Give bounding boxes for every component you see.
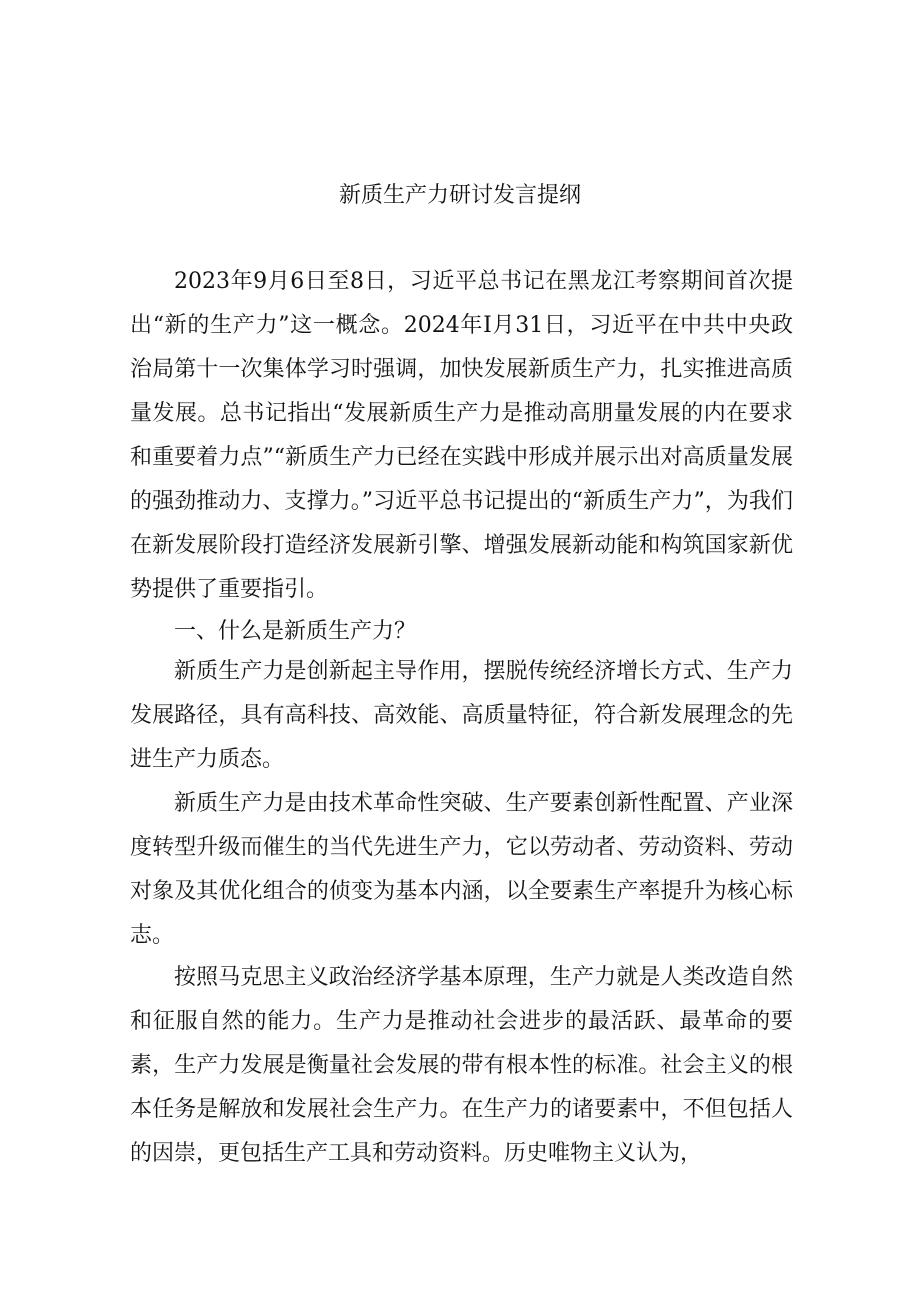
body-paragraph: 新质生产力是由技术革命性突破、生产要素创新性配置、产业深度转型升级而催生的当代先进生产力，它以劳动者、劳动资料、劳动对象及其优化组合的侦变为基本内涵，以全要素生产率提升为核心标志。 <box>130 791 793 948</box>
body-paragraph: 按照马克思主义政治经济学基本原理，生产力就是人类改造自然和征服自然的能力。生产力是推动社会进步的最活跃、最革命的要素，生产力发展是衡量社会发展的带有根本性的标准。社会主义的根本任务是解放和发展社会生产力。在生产力的诸要素中，不但包括人的因崇，更包括生产工具和劳动资料。历史唯物主义认为， <box>130 965 793 1166</box>
body-paragraph: 新质生产力是创新起主导作用，摆脱传统经济增长方式、生产力发展路径，具有高科技、高效能、高质量特征，符合新发展理念的先进生产力质态。 <box>130 659 793 772</box>
document-title: 新质生产力研讨发言提纲 <box>338 183 581 208</box>
intro-paragraph: 2023年9月6日至8日，习近平总书记在黑龙江考察期间首次提出“新的生产力”这一概念。2024年I月31日，习近平在中共中央政治局第十一次集体学习时强调，加快发展新质生产力，扎实推进高质量发展。总书记指出“发展新质生产力是推动高朋量发展的内在要求和重要着力点”“新质生产力已经在实践中形成并展示出对高质量发展的强劲推动力、支撑力。”习近平总书记提出的“新质生产力”，为我们在新发展阶段打造经济发展新引擎、增强发展新动能和构筑国家新优势提供了重要指引。 <box>130 269 793 602</box>
section-heading: 一、什么是新质生产力？ <box>174 619 417 644</box>
